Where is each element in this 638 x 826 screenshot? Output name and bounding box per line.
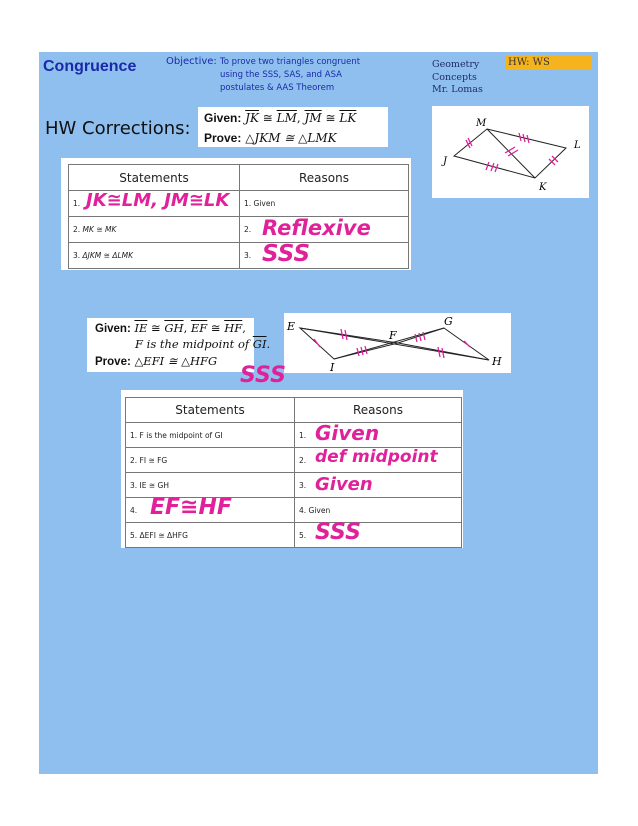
table-row bbox=[69, 243, 409, 269]
statement-cell: 1. bbox=[69, 191, 240, 217]
statements-header: Statements bbox=[126, 398, 295, 423]
problem2-prove: Prove: △EFI ≅ △HFG bbox=[95, 354, 218, 368]
handwriting-statement-1: JK≅LM, JM≅LK bbox=[86, 190, 230, 211]
reason-cell: 3. bbox=[295, 473, 462, 498]
handwriting-reason-3: SSS bbox=[262, 241, 311, 267]
label-I: I bbox=[330, 361, 335, 373]
problem2-given-box bbox=[87, 318, 271, 372]
reasons-header: Reasons bbox=[295, 398, 462, 423]
section-title: HW Corrections: bbox=[45, 118, 191, 139]
statement-cell: 4. bbox=[126, 498, 295, 523]
handwriting-p2-statement-4: EF≅HF bbox=[150, 495, 232, 520]
reason-cell: 2. bbox=[240, 217, 409, 243]
reason-cell: 2. bbox=[295, 448, 462, 473]
reason-cell: 1. bbox=[295, 423, 462, 448]
statement-cell: 3. IE ≅ GH bbox=[126, 473, 295, 498]
reason-cell: 3. bbox=[240, 243, 409, 269]
label-E: E bbox=[287, 320, 296, 333]
course-info: Geometry Concepts Mr. Lomas bbox=[432, 59, 483, 95]
statement-cell: 5. ΔEFI ≅ ΔHFG bbox=[126, 523, 295, 548]
handwriting-p2-reason-1: Given bbox=[315, 421, 380, 445]
statement-cell: 2. MK ≅ MK bbox=[69, 217, 240, 243]
objective-label: Objective: bbox=[166, 56, 217, 67]
page-title: Congruence bbox=[43, 58, 137, 75]
statement-cell: 3. ΔJKM ≅ ΔLMK bbox=[69, 243, 240, 269]
table-row bbox=[126, 423, 462, 448]
problem2-diagram bbox=[284, 313, 511, 373]
problem1-given-box bbox=[198, 107, 388, 147]
statement-cell: 1. F is the midpoint of GI bbox=[126, 423, 295, 448]
problem2-proof-table bbox=[125, 397, 462, 548]
statement-cell: 2. FI ≅ FG bbox=[126, 448, 295, 473]
label-H: H bbox=[492, 355, 502, 368]
label-J: J bbox=[443, 156, 448, 167]
label-L: L bbox=[574, 140, 581, 151]
problem1-diagram bbox=[432, 106, 589, 198]
reason-cell: 4. Given bbox=[295, 498, 462, 523]
handwriting-p2-reason-5: SSS bbox=[315, 520, 361, 545]
problem1-given: Given: $\overline{JK}$ ≅ $\overline{LM}$, $\overline{JM}$ ≅ $\overline{LK}$ bbox=[204, 111, 357, 125]
handwriting-p2-reason-2: def midpoint bbox=[315, 447, 438, 467]
label-F: F bbox=[389, 329, 397, 342]
table-row bbox=[126, 523, 462, 548]
handwriting-reason-2: Reflexive bbox=[262, 216, 371, 240]
problem1-prove: Prove: △JKM ≅ △LMK bbox=[204, 131, 337, 145]
problem2-given: Given: $\overline{IE}$ ≅ $\overline{GH}$, $\overline{EF}$ ≅ $\overline{HF}$, bbox=[95, 321, 246, 335]
handwriting-p2-reason-3: Given bbox=[315, 474, 373, 495]
hw-tag: HW: WS bbox=[505, 56, 592, 70]
statements-header: Statements bbox=[69, 165, 240, 191]
label-M: M bbox=[476, 118, 487, 129]
problem2-given-midpoint: F is the midpoint of $\overline{GI}$. bbox=[135, 337, 271, 351]
reason-cell: 1. Given bbox=[240, 191, 409, 217]
objective-text: To prove two triangles congruent using the SSS, SAS, and ASA postulates & AAS Theorem bbox=[220, 57, 361, 93]
label-K: K bbox=[539, 182, 547, 193]
reason-cell: 5. bbox=[295, 523, 462, 548]
handwriting-side-note: SSS bbox=[240, 363, 286, 388]
reasons-header: Reasons bbox=[240, 165, 409, 191]
table-row bbox=[126, 473, 462, 498]
label-G: G bbox=[444, 315, 453, 328]
